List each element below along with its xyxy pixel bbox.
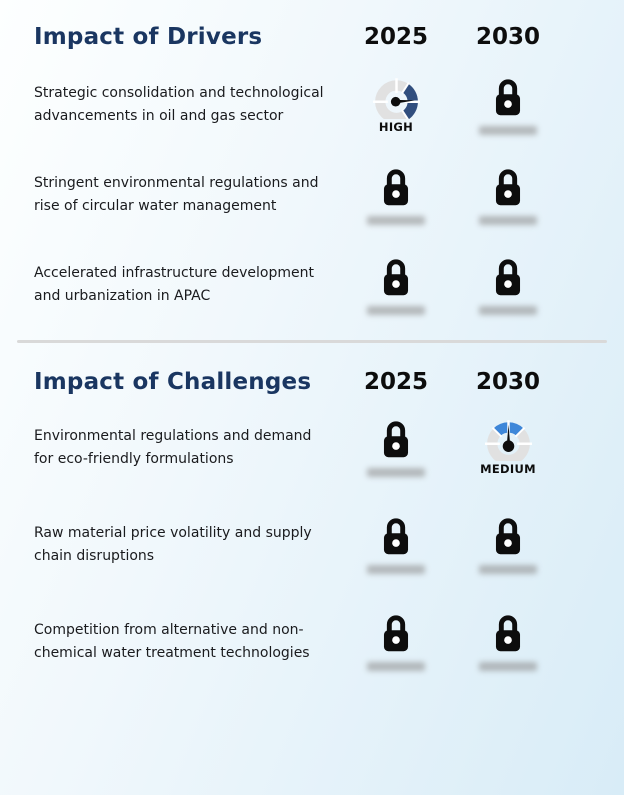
gauge-icon [370, 77, 423, 119]
gauge-icon [482, 419, 535, 461]
impact-cell-2025 [340, 515, 452, 574]
redacted-text-blur [479, 216, 537, 225]
lock-icon [378, 515, 414, 556]
impact-row [34, 496, 564, 593]
row-label: Environmental regulations and demand for eco-friendly formulations [34, 427, 312, 467]
lock-icon [490, 166, 526, 207]
redacted-text-blur [367, 468, 425, 477]
lock-icon [378, 256, 414, 297]
section-title: Impact of Challenges [34, 369, 312, 395]
impact-cell-2025 [340, 256, 452, 315]
lock-icon [490, 515, 526, 556]
impact-cell-2030 [452, 166, 564, 225]
impact-row [34, 150, 564, 240]
section-header [34, 343, 564, 395]
impact-cell-2030 [452, 515, 564, 574]
impact-cell-2030 [452, 612, 564, 671]
section-title: Impact of Drivers [34, 24, 263, 50]
section-header [34, 0, 564, 50]
year-header-2025: 2025 [363, 24, 428, 50]
impact-cell-2025 [340, 418, 452, 477]
impact-cell-2025 [340, 77, 452, 134]
impact-cell-2025 [340, 612, 452, 671]
lock-icon [378, 418, 414, 459]
year-header-2030: 2030 [475, 24, 540, 50]
lock-icon [490, 612, 526, 653]
impact-row [34, 399, 564, 496]
row-label: Accelerated infrastructure development and urbanization in APAC [34, 265, 314, 304]
impact-cell-2025 [340, 166, 452, 225]
rows [34, 399, 564, 690]
rows [34, 60, 564, 330]
impact-section-challenges [0, 343, 624, 690]
redacted-text-blur [367, 306, 425, 315]
impact-row [34, 240, 564, 330]
impact-level-label: HIGH [378, 119, 414, 134]
year-header-2025: 2025 [363, 369, 428, 395]
redacted-text-blur [479, 126, 537, 135]
impact-section-drivers [0, 0, 624, 330]
row-label: Raw material price volatility and supply chain disruptions [34, 524, 312, 564]
redacted-text-blur [367, 216, 425, 225]
impact-row [34, 60, 564, 150]
lock-icon [490, 256, 526, 297]
impact-cell-2030 [452, 76, 564, 135]
redacted-text-blur [479, 662, 537, 671]
year-header-2030: 2030 [475, 369, 540, 395]
redacted-text-blur [367, 662, 425, 671]
impact-row [34, 593, 564, 690]
impact-level-label: MEDIUM [480, 462, 536, 476]
redacted-text-blur [479, 306, 537, 315]
impact-cell-2030 [452, 256, 564, 315]
lock-icon [378, 166, 414, 207]
redacted-text-blur [479, 565, 537, 574]
row-label: Competition from alternative and non-chemical water treatment technologies [34, 621, 310, 661]
lock-icon [378, 612, 414, 653]
lock-icon [490, 76, 526, 117]
row-label: Strategic consolidation and technological advancements in oil and gas sector [34, 85, 324, 124]
impact-cell-2030 [452, 419, 564, 476]
row-label: Stringent environmental regulations and rise of circular water management [34, 175, 319, 214]
redacted-text-blur [367, 565, 425, 574]
